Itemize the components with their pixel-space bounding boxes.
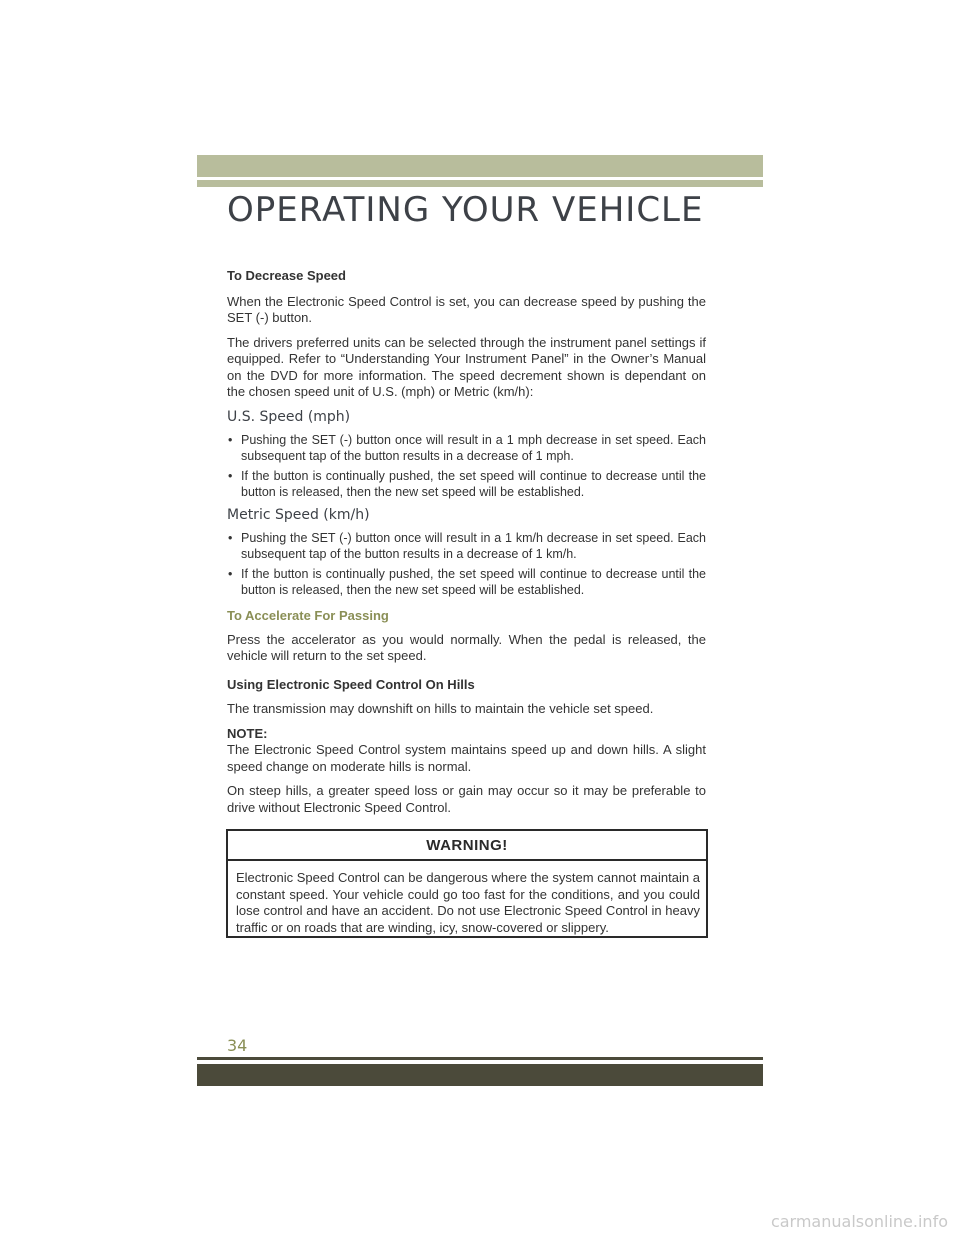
warning-body: Electronic Speed Control can be dangerous where the system cannot maintain a constant speed. Your vehicle could go too fast for the conditions, and you could lose control and have an accident. Do not use Electronic Speed Control in heavy traffic or on roads that are winding, icy, snow-covered or slippery. xyxy=(236,870,700,935)
paragraph-note: The Electronic Speed Control system maintains speed up and down hills. A slight speed change on moderate hills is normal. xyxy=(227,742,706,774)
watermark: carmanualsonline.info xyxy=(770,1212,948,1231)
paragraph-downshift: The transmission may downshift on hills to maintain the vehicle set speed. xyxy=(227,701,654,716)
note-label: NOTE: xyxy=(227,725,268,741)
bullet-icon: • xyxy=(228,530,233,545)
paragraph-accelerate: Press the accelerator as you would normally. When the pedal is released, the vehicle will return to the set speed. xyxy=(227,631,706,663)
bottom-bar-thin xyxy=(197,1057,763,1060)
page-number: 34 xyxy=(227,1036,248,1055)
hills-heading: Using Electronic Speed Control On Hills xyxy=(227,676,475,692)
warning-title: WARNING! xyxy=(228,831,706,861)
paragraph-set-button: When the Electronic Speed Control is set, you can decrease speed by pushing the SET (-) button. xyxy=(227,293,706,325)
list-item-text: Pushing the SET (-) button once will result in a 1 mph decrease in set speed. Each subsequent tap of the button results in a decrease of 1 mph. xyxy=(241,432,706,463)
list-item xyxy=(227,432,706,464)
list-item-text: If the button is continually pushed, the set speed will continue to decrease until the button is released, then the new set speed will be established. xyxy=(241,566,706,597)
us-speed-heading: U.S. Speed (mph) xyxy=(227,408,351,425)
page-content xyxy=(227,268,706,824)
bullet-icon: • xyxy=(228,566,233,581)
list-item-text: If the button is continually pushed, the set speed will continue to decrease until the button is released, then the new set speed will be established. xyxy=(241,468,706,499)
warning-box xyxy=(226,829,708,938)
list-item xyxy=(227,566,706,598)
metric-speed-bullets xyxy=(227,530,706,598)
bullet-icon: • xyxy=(228,432,233,447)
list-item xyxy=(227,530,706,562)
list-item-text: Pushing the SET (-) button once will result in a 1 km/h decrease in set speed. Each subsequent tap of the button results in a decrease of 1 km/h. xyxy=(241,530,706,561)
bottom-bar-thick xyxy=(197,1064,763,1086)
metric-speed-heading: Metric Speed (km/h) xyxy=(227,506,370,523)
paragraph-units: The drivers preferred units can be selected through the instrument panel settings if equipped. Refer to “Understanding Your Instrument Panel” in the Owner’s Manual on the DVD for more information. The speed decrement shown is dependant on the chosen speed unit of U.S. (mph) or Metric (km/h): xyxy=(227,334,706,399)
top-bar-thin xyxy=(197,180,763,187)
bullet-icon: • xyxy=(228,468,233,483)
section-title: OPERATING YOUR VEHICLE xyxy=(227,190,704,230)
accelerate-heading: To Accelerate For Passing xyxy=(227,607,389,623)
paragraph-steep-hills: On steep hills, a greater speed loss or gain may occur so it may be preferable to drive without Electronic Speed Control. xyxy=(227,783,706,815)
list-item xyxy=(227,468,706,500)
decrease-speed-heading: To Decrease Speed xyxy=(227,268,346,283)
top-bar-thick xyxy=(197,155,763,177)
us-speed-bullets xyxy=(227,432,706,500)
